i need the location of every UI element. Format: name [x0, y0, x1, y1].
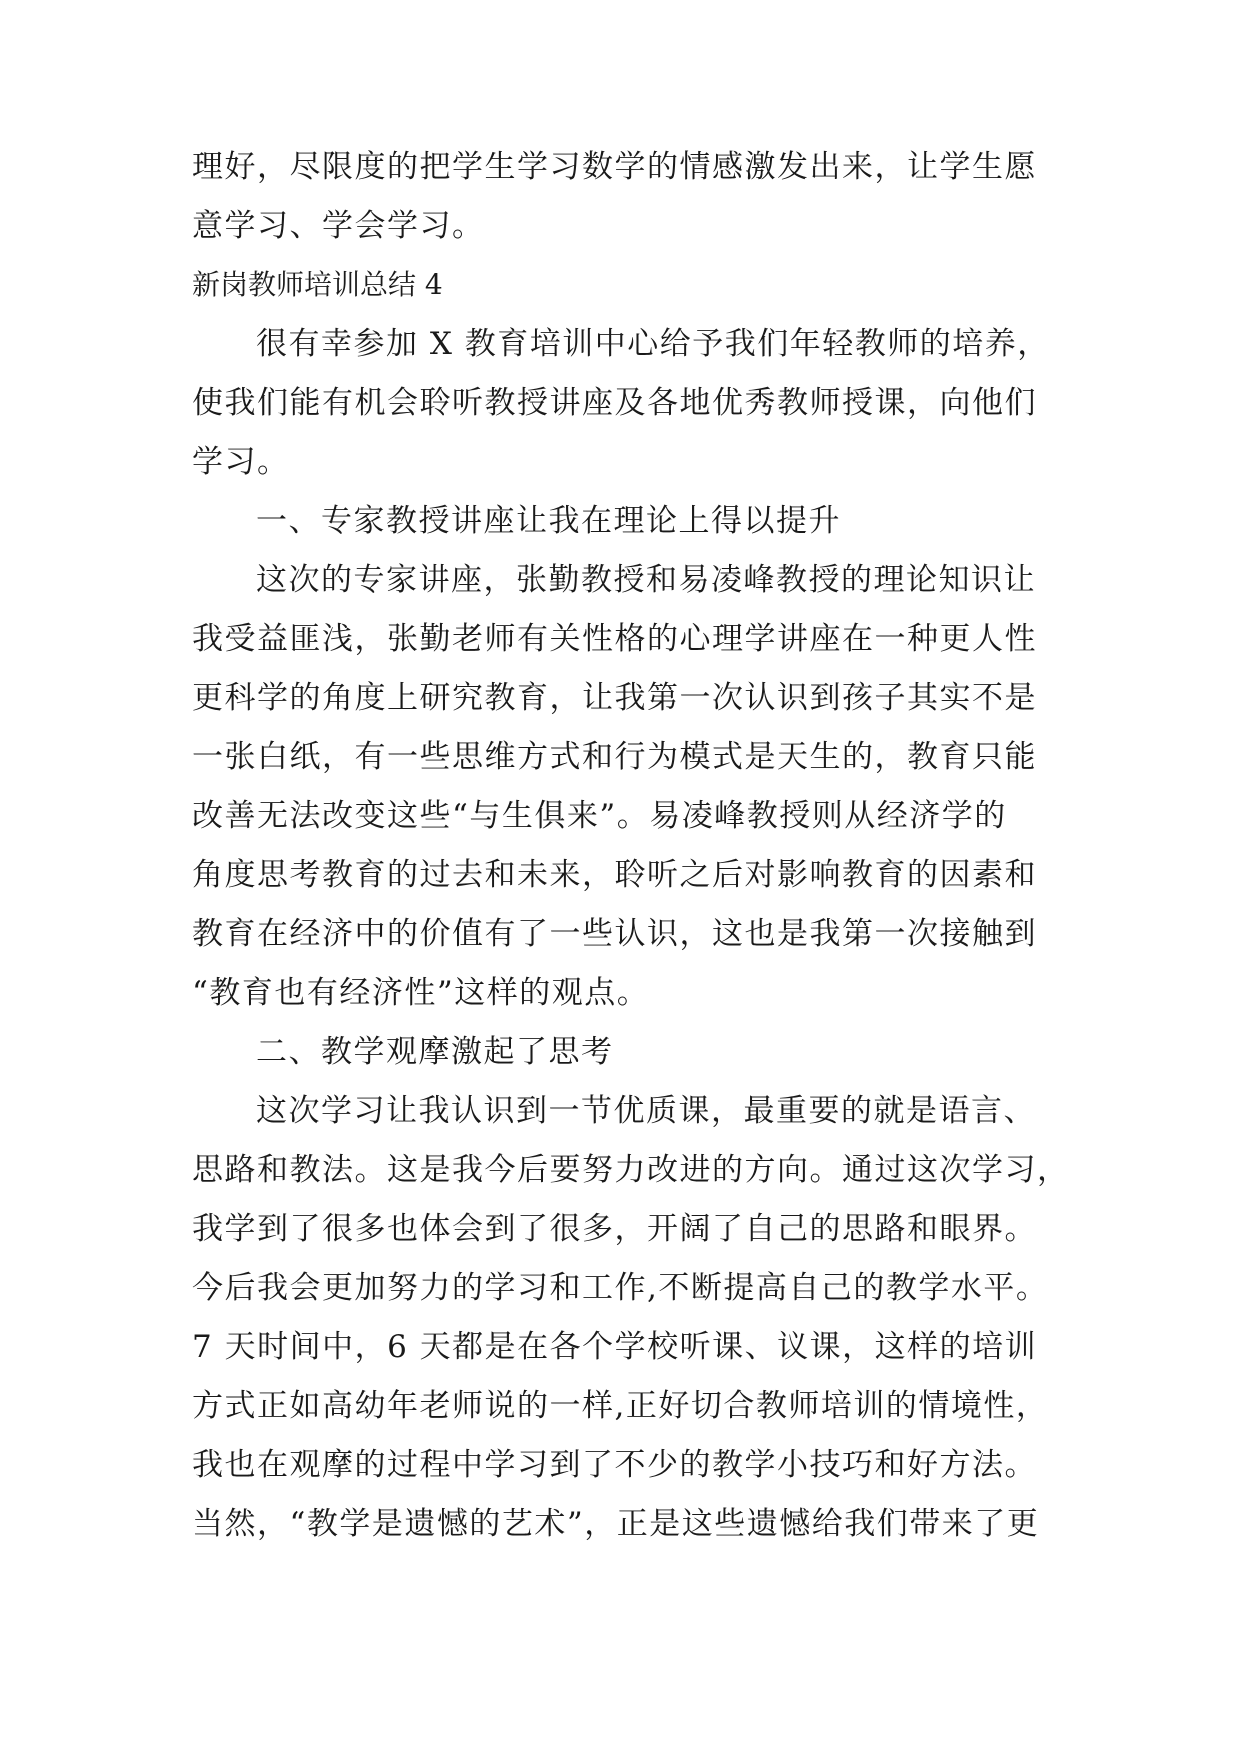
- paragraph-line: 学习。: [192, 444, 290, 480]
- paragraph-line: 我也在观摩的过程中学习到了不少的教学小技巧和好方法。: [192, 1447, 1037, 1483]
- paragraph-line: 这次学习让我认识到一节优质课，最重要的就是语言、: [256, 1093, 1036, 1129]
- paragraph-line: 7 天时间中，6 天都是在各个学校听课、议课，这样的培训: [192, 1329, 1038, 1365]
- paragraph-line: 我学到了很多也体会到了很多，开阔了自己的思路和眼界。: [192, 1211, 1037, 1247]
- paragraph-line: 方式正如高幼年老师说的一样,正好切合教师培训的情境性，: [192, 1388, 1049, 1424]
- section-title: 新岗教师培训总结 4: [192, 268, 443, 301]
- paragraph-line: 改善无法改变这些“与生俱来”。易凌峰教授则从经济学的: [192, 798, 1007, 834]
- paragraph-line: 思路和教法。这是我今后要努力改进的方向。通过这次学习，: [192, 1152, 1070, 1188]
- paragraph-line: 更科学的角度上研究教育，让我第一次认识到孩子其实不是: [192, 680, 1037, 716]
- paragraph-line: 今后我会更加努力的学习和工作,不断提高自己的教学水平。: [192, 1270, 1049, 1306]
- paragraph-line: 当然，“教学是遗憾的艺术”，正是这些遗憾给我们带来了更: [192, 1506, 1040, 1542]
- paragraph-line: 我受益匪浅，张勤老师有关性格的心理学讲座在一种更人性: [192, 621, 1037, 657]
- subheading: 一、专家教授讲座让我在理论上得以提升: [256, 503, 841, 539]
- paragraph-line: 一张白纸，有一些思维方式和行为模式是天生的，教育只能: [192, 739, 1037, 775]
- paragraph-line: 角度思考教育的过去和未来，聆听之后对影响教育的因素和: [192, 857, 1037, 893]
- paragraph-line: 这次的专家讲座，张勤教授和易凌峰教授的理论知识让: [256, 562, 1036, 598]
- paragraph-line: 教育在经济中的价值有了一些认识，这也是我第一次接触到: [192, 916, 1037, 952]
- paragraph-line: 使我们能有机会聆听教授讲座及各地优秀教师授课，向他们: [192, 385, 1037, 421]
- paragraph-line: 理好，尽限度的把学生学习数学的情感激发出来，让学生愿: [192, 149, 1037, 185]
- subheading: 二、教学观摩激起了思考: [256, 1034, 614, 1070]
- paragraph-line: 意学习、学会学习。: [192, 208, 485, 244]
- paragraph-line: 很有幸参加 X 教育培训中心给予我们年轻教师的培养，: [256, 326, 1050, 362]
- paragraph-line: “教育也有经济性”这样的观点。: [192, 975, 650, 1011]
